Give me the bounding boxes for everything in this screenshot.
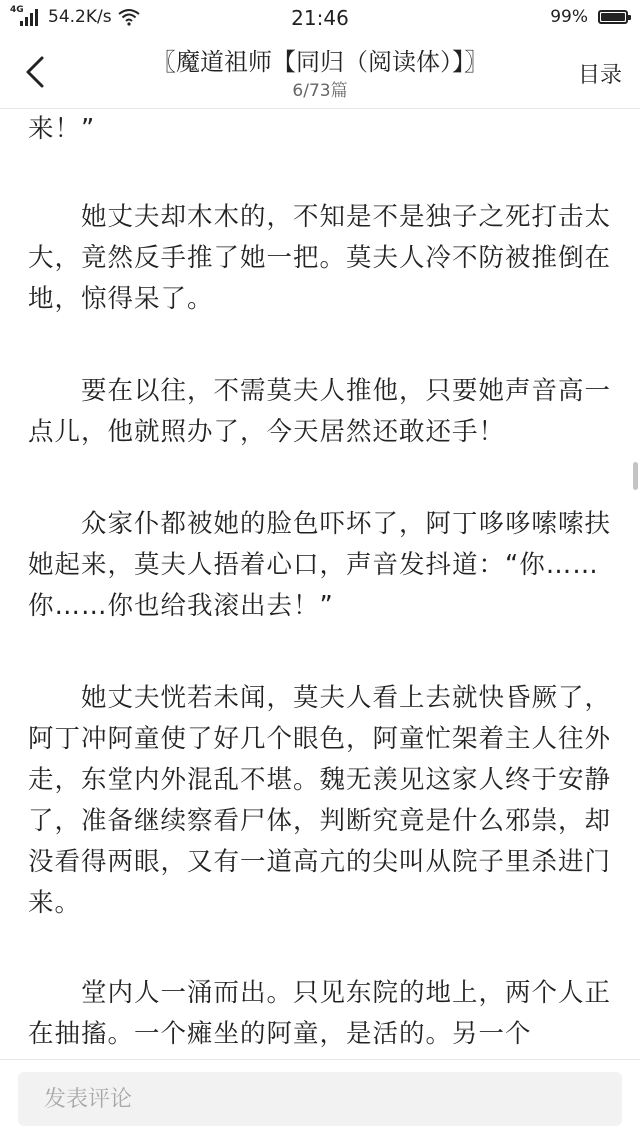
battery-percent: 99%: [550, 7, 588, 27]
chevron-left-icon: [18, 50, 54, 94]
page-title: 〖魔道祖师【同归（阅读体）】〗: [152, 48, 488, 76]
paragraph: 众家仆都被她的脸色吓坏了，阿丁哆哆嗦嗦扶她起来，莫夫人捂着心口，声音发抖道：“你……你……你也给我滚出去！”: [28, 509, 612, 621]
paragraph: 她丈夫却木木的，不知是不是独子之死打击太大，竟然反手推了她一把。莫夫人冷不防被推倒在地，惊得呆了。: [28, 202, 612, 314]
comment-bar: [0, 1059, 640, 1139]
network-type: 4G: [10, 5, 24, 15]
article-body[interactable]: [0, 109, 640, 1059]
toc-button[interactable]: 目录: [577, 63, 622, 88]
reader-header: [0, 36, 640, 109]
paragraph: 堂内人一涌而出。只见东院的地上，两个人正在抽搐。一个瘫坐的阿童，是活的。另一个: [28, 978, 612, 1049]
chapter-counter: 6/73篇: [292, 81, 348, 101]
status-bar: [0, 0, 640, 36]
paragraph: 她丈夫恍若未闻，莫夫人看上去就快昏厥了，阿丁冲阿童使了好几个眼色，阿童忙架着主人往外走，东堂内外混乱不堪。魏无羡见这家人终于安静了，准备继续察看尸体，判断究竟是什么邪祟，却没看得两眼，又有一道高亢的尖叫从院子里杀进门来。: [28, 683, 612, 918]
status-right: [550, 7, 628, 27]
paragraph: 来！”: [28, 114, 96, 144]
battery-fill: [601, 13, 625, 21]
paragraph: 要在以往，不需莫夫人推他，只要她声音高一点儿，他就照办了，今天居然还敢还手！: [28, 376, 612, 447]
battery-icon: [598, 10, 628, 24]
comment-input[interactable]: [18, 1072, 622, 1126]
scrollbar-thumb[interactable]: [633, 462, 638, 490]
back-button[interactable]: [18, 50, 54, 94]
network-speed: 54.2K/s: [48, 7, 112, 27]
clock: 21:46: [291, 6, 349, 30]
